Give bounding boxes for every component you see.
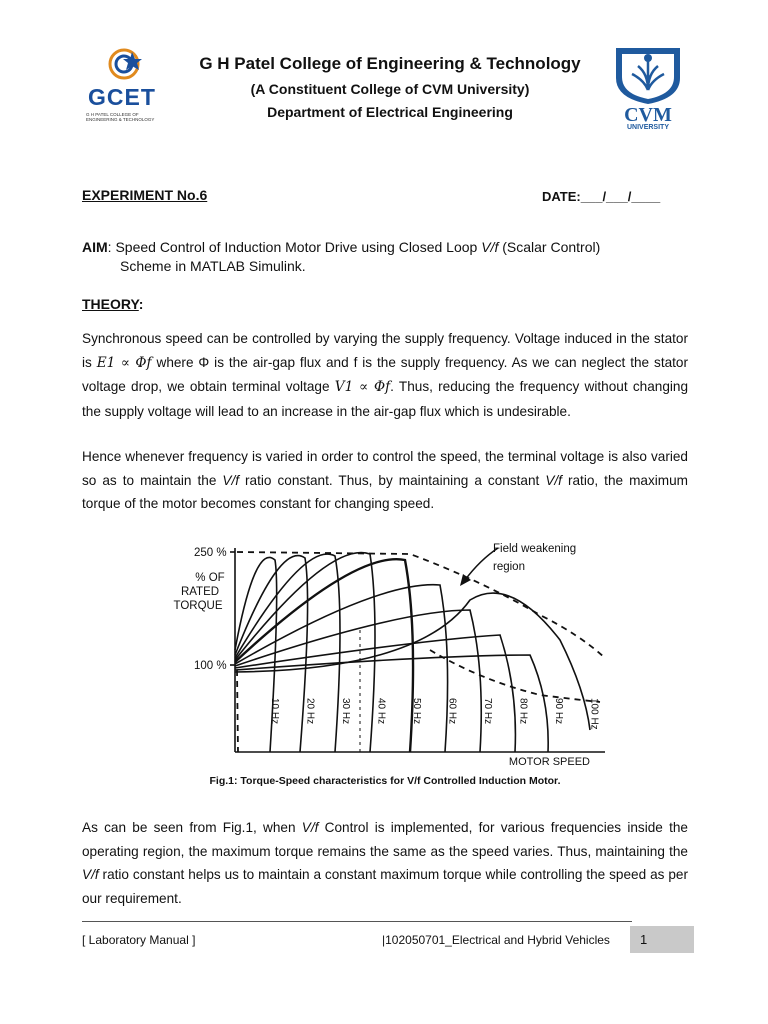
xlabel: MOTOR SPEED [508,756,590,768]
freq-label-10hz: 10 Hz [269,698,280,725]
conc-vf-1: V/f [301,820,319,835]
freq-label-40hz: 40 Hz [375,698,387,725]
ylabel-line-3: TORQUE [173,600,223,612]
aim-label: AIM [82,239,108,255]
freq-label-30hz: 30 Hz [340,698,351,725]
freq-label-100hz: 100 Hz [588,698,600,730]
cvm-logo [608,44,688,132]
department-name: Department of Electrical Engineering [267,104,513,120]
cvm-logo-small: UNIVERSITY [626,124,669,131]
freq-label-90hz: 90 Hz [553,698,564,725]
p2-b: ratio constant. Thus, by maintaining a constant [239,472,546,488]
freq-label-20hz: 20 Hz [304,698,316,725]
cvm-logo-text: CVM [624,104,672,126]
experiment-title: EXPERIMENT No.6 [82,187,208,203]
p2-a: Hence whenever frequency is varied in order to control the speed, the terminal voltage is also varied so as to maintain the [82,449,688,488]
theory-paragraph-2 [82,445,688,516]
freq-label-70hz: 70 Hz [482,698,493,725]
p2-vf-2: V/f [545,472,562,488]
theory-heading [82,296,143,312]
aim-line2: Scheme in MATLAB Simulink. [120,258,306,274]
p2-c: ratio, the maximum torque of the motor becomes constant for changing speed. [82,472,689,511]
aim-text-b: (Scalar Control) [498,239,601,255]
theory-paragraph-1 [82,327,688,423]
p1-c: . Thus, reducing the frequency without changing the supply voltage will lead to an increase in the air-gap flux which is undesirable. [82,379,689,419]
freq-label-60hz: 60 Hz [446,698,458,725]
conc-a: As can be seen from Fig.1, when [82,820,302,835]
torque-speed-chart [173,530,610,770]
annotation-line-1: Field weakening [493,543,577,555]
freq-label-50hz: 50 Hz [411,698,422,725]
p2-vf-1: V/f [222,472,240,488]
ylabel-line-2: RATED [180,586,220,598]
p1-a: Synchronous speed can be controlled by varying the supply frequency. Voltage induced in the stator is [82,331,688,370]
conc-c: ratio constant helps us to maintain a constant maximum torque while controlling the speed as per our requirement. [82,867,688,906]
aim-vf: V/f [481,239,499,255]
annotation-line-2: region [493,561,525,573]
aim-section [82,238,688,276]
theory-colon: : [138,296,144,312]
eq-e1: E1 ∝ Φf [96,354,152,371]
field-weakening-dash [430,650,600,702]
page-number: 1 [640,932,648,947]
conc-vf-2: V/f [82,867,99,882]
gcet-logo [80,46,170,126]
p1-b: where Φ is the air-gap flux and f is the supply frequency. As we can neglect the stator voltage drop, we obtain terminal voltage [82,354,689,394]
aim-text-a: : Speed Control of Induction Motor Drive using Closed Loop [107,239,482,255]
figure-caption: Fig.1: Torque-Speed characteristics for V/f Controlled Induction Motor. [209,775,561,787]
ylabel-line-1: % OF [195,572,225,584]
theory-label: THEORY [82,296,139,312]
footer-left: [ Laboratory Manual ] [82,933,196,947]
gcet-logo-text: GCET [88,84,156,110]
cvm-emblem-icon [608,44,688,106]
footer-right: |102050701_Electrical and Hybrid Vehicles [382,933,610,947]
footer-divider [82,921,632,922]
gcet-logo-small: G H PATEL COLLEGE OF ENGINEERING & TECHNOLOGY [86,112,155,122]
y-tick-100: 100 % [194,660,227,672]
college-title: G H Patel College of Engineering & Technology [199,54,581,73]
date-field: DATE:___/___/____ [542,189,661,204]
college-subtitle: (A Constituent College of CVM University) [250,81,530,97]
eq-v1: V1 ∝ Φf [334,379,391,395]
freq-label-80hz: 80 Hz [517,698,529,725]
low-freq-dash [237,670,238,752]
y-tick-250: 250 % [194,547,227,559]
conc-b: Control is implemented, for various frequencies inside the operating region, the maximum torque remains the same as the speed varies. Thus, maintaining the [82,820,688,859]
conclusion-paragraph [82,816,688,910]
